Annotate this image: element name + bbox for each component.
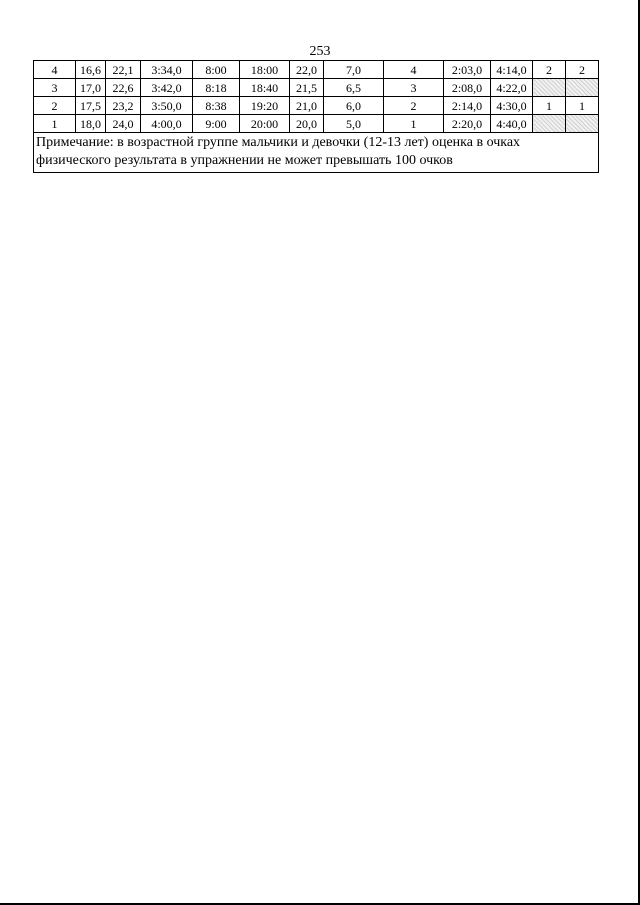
- table-cell: 2:14,0: [444, 97, 491, 115]
- table-cell: 22,6: [106, 79, 141, 97]
- shaded-cell: [533, 115, 566, 133]
- table-cell: 7,0: [324, 61, 384, 79]
- standards-table: [33, 60, 599, 173]
- table-cell: 3:42,0: [141, 79, 193, 97]
- table-cell: 6,0: [324, 97, 384, 115]
- table-cell: 20,0: [290, 115, 324, 133]
- table-cell: 1: [384, 115, 444, 133]
- table-cell: 22,1: [106, 61, 141, 79]
- shaded-cell: [566, 115, 599, 133]
- table-cell: 4:22,0: [491, 79, 533, 97]
- table-cell: 9:00: [193, 115, 240, 133]
- table-cell: 18,0: [76, 115, 106, 133]
- table-cell: 4:00,0: [141, 115, 193, 133]
- table-cell: 2:03,0: [444, 61, 491, 79]
- table-cell: 21,0: [290, 97, 324, 115]
- note-row: [34, 133, 599, 173]
- table-cell: 23,2: [106, 97, 141, 115]
- table-cell: 21,5: [290, 79, 324, 97]
- table-cell: 8:00: [193, 61, 240, 79]
- table-cell: 4:40,0: [491, 115, 533, 133]
- table-cell: 4: [384, 61, 444, 79]
- table-cell: 2: [533, 61, 566, 79]
- table-cell: 1: [566, 97, 599, 115]
- table-cell: 16,6: [76, 61, 106, 79]
- table-cell: 3: [384, 79, 444, 97]
- shaded-cell: [566, 79, 599, 97]
- table-cell: 3:34,0: [141, 61, 193, 79]
- table-cell: 6,5: [324, 79, 384, 97]
- shaded-cell: [533, 79, 566, 97]
- table-cell: 4:14,0: [491, 61, 533, 79]
- table-cell: 24,0: [106, 115, 141, 133]
- table-cell: 17,5: [76, 97, 106, 115]
- table-note: Примечание: в возрастной группе мальчики и девочки (12-13 лет) оценка в очках физического результата в упражнении не может превышать 100 очков: [34, 133, 599, 173]
- table-cell: 18:40: [240, 79, 290, 97]
- score-cell: 1: [34, 115, 76, 133]
- table-cell: 17,0: [76, 79, 106, 97]
- table-cell: 2:08,0: [444, 79, 491, 97]
- score-cell: 2: [34, 97, 76, 115]
- table-row: [34, 115, 599, 133]
- table-cell: 4:30,0: [491, 97, 533, 115]
- table-cell: 18:00: [240, 61, 290, 79]
- table-row: [34, 61, 599, 79]
- table-cell: 8:18: [193, 79, 240, 97]
- table-cell: 1: [533, 97, 566, 115]
- table-cell: 8:38: [193, 97, 240, 115]
- table-row: [34, 79, 599, 97]
- table-cell: 19:20: [240, 97, 290, 115]
- score-cell: 3: [34, 79, 76, 97]
- table-cell: 2: [384, 97, 444, 115]
- page-number: 253: [309, 44, 331, 59]
- score-cell: 4: [34, 61, 76, 79]
- table-cell: 5,0: [324, 115, 384, 133]
- table-cell: 2: [566, 61, 599, 79]
- table-row: [34, 97, 599, 115]
- table-cell: 20:00: [240, 115, 290, 133]
- table-cell: 2:20,0: [444, 115, 491, 133]
- table-cell: 22,0: [290, 61, 324, 79]
- table-cell: 3:50,0: [141, 97, 193, 115]
